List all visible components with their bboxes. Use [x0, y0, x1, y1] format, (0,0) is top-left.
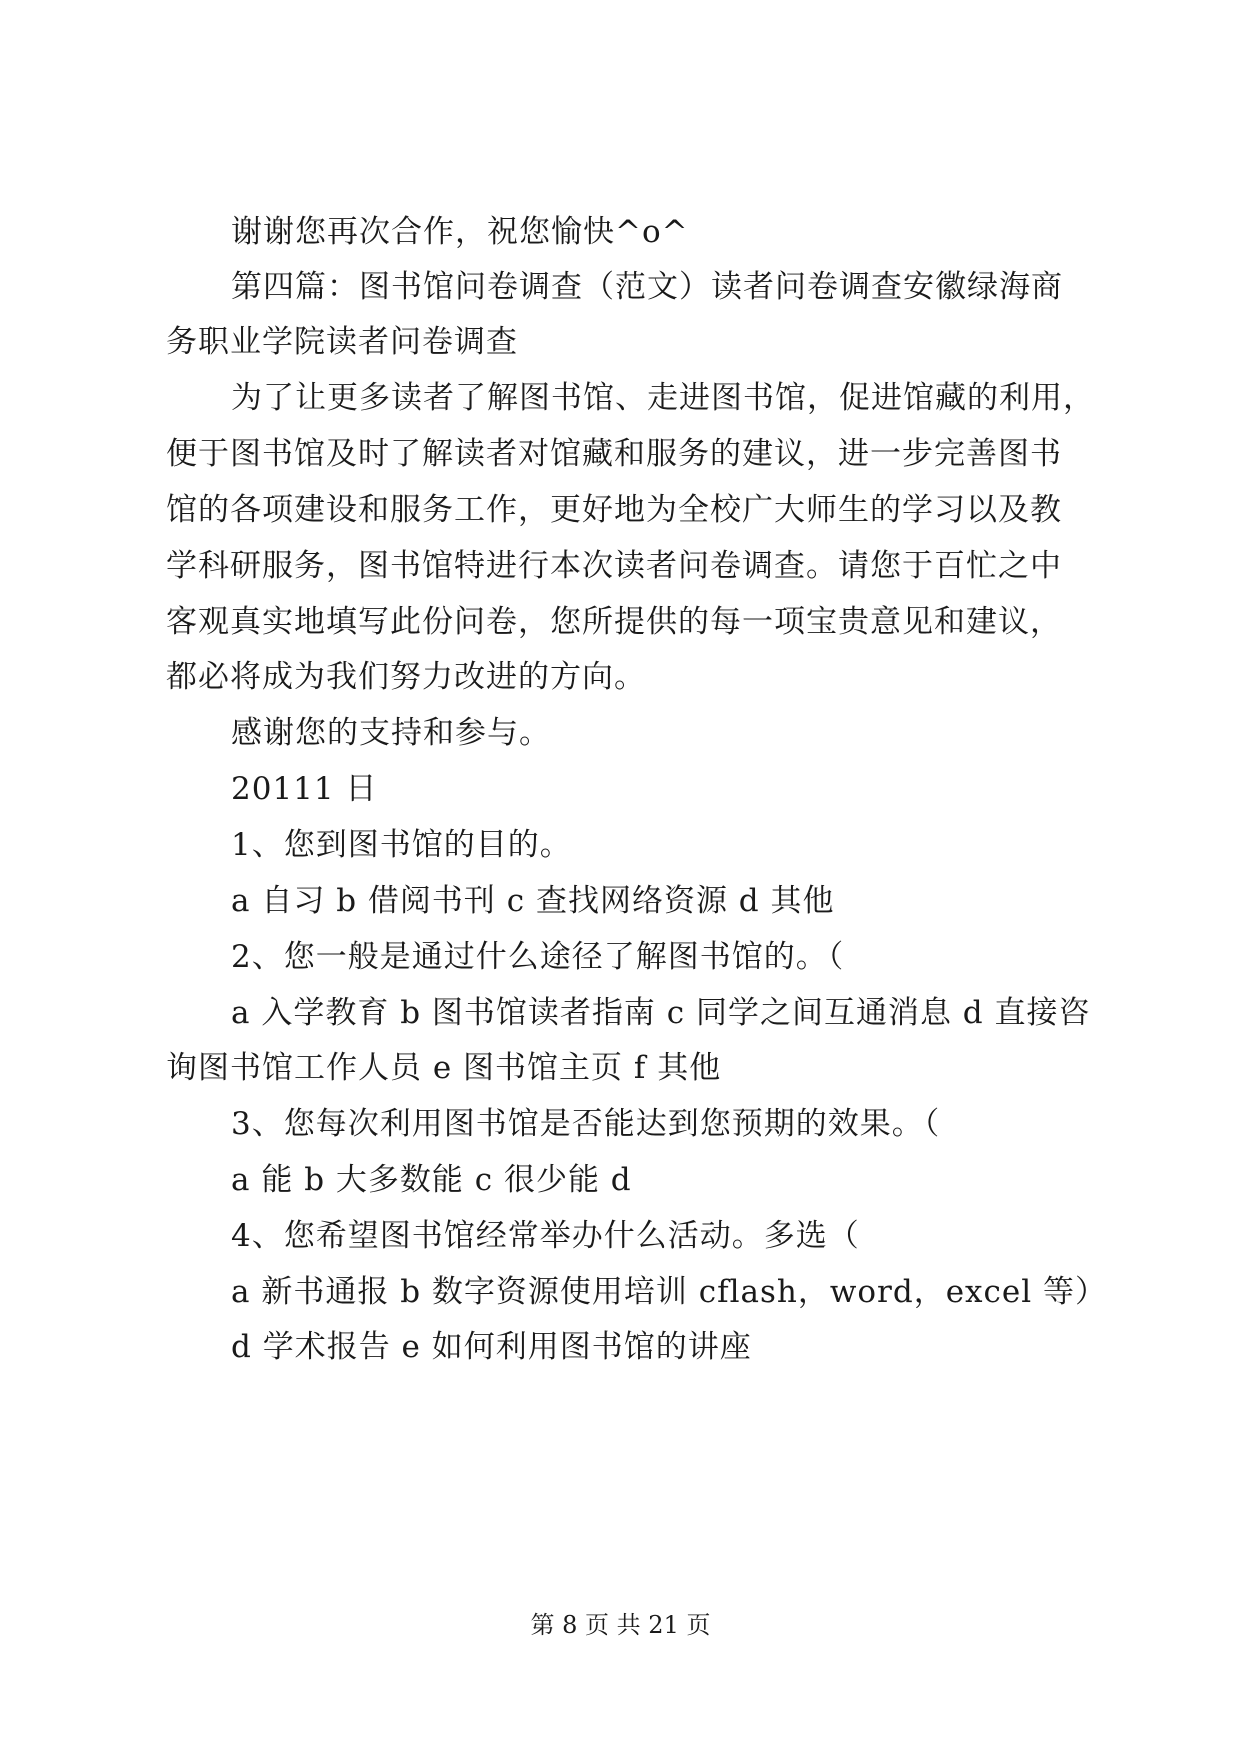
question-3-options: a 能 b 大多数能 c 很少能 d: [231, 1162, 632, 1198]
question-2: 2、您一般是通过什么途径了解图书馆的。（: [231, 939, 845, 975]
question-4-options-continued: d 学术报告 e 如何利用图书馆的讲座: [231, 1329, 752, 1365]
date-line: 20111 日: [231, 771, 378, 807]
question-1-options: a 自习 b 借阅书刊 c 查找网络资源 d 其他: [231, 883, 835, 919]
section-heading: 第四篇：图书馆问卷调查（范文）读者问卷调查安徽绿海商: [231, 269, 1063, 305]
paragraph-line: 馆的各项建设和服务工作，更好地为全校广大师生的学习以及教: [166, 492, 1062, 528]
paragraph-line: 都必将成为我们努力改进的方向。: [166, 659, 646, 695]
paragraph-line: 为了让更多读者了解图书馆、走进图书馆，促进馆藏的利用，: [231, 380, 1095, 416]
question-2-options-continued: 询图书馆工作人员 e 图书馆主页 f 其他: [166, 1050, 722, 1086]
question-2-options: a 入学教育 b 图书馆读者指南 c 同学之间互通消息 d 直接咨: [231, 995, 1091, 1031]
page-number-footer: 第 8 页 共 21 页: [530, 1611, 711, 1639]
text-line: 谢谢您再次合作，祝您愉快^o^: [231, 214, 689, 250]
text-line: 感谢您的支持和参与。: [231, 715, 551, 751]
paragraph-line: 客观真实地填写此份问卷，您所提供的每一项宝贵意见和建议，: [166, 604, 1062, 640]
paragraph-line: 便于图书馆及时了解读者对馆藏和服务的建议，进一步完善图书: [166, 436, 1062, 472]
question-4-options: a 新书通报 b 数字资源使用培训 cflash，word，excel 等）: [231, 1274, 1108, 1310]
question-1: 1、您到图书馆的目的。: [231, 827, 572, 863]
question-4: 4、您希望图书馆经常举办什么活动。多选（: [231, 1218, 860, 1254]
paragraph-line: 学科研服务，图书馆特进行本次读者问卷调查。请您于百忙之中: [166, 548, 1062, 584]
question-3: 3、您每次利用图书馆是否能达到您预期的效果。（: [231, 1106, 941, 1142]
section-heading-continued: 务职业学院读者问卷调查: [166, 324, 518, 360]
